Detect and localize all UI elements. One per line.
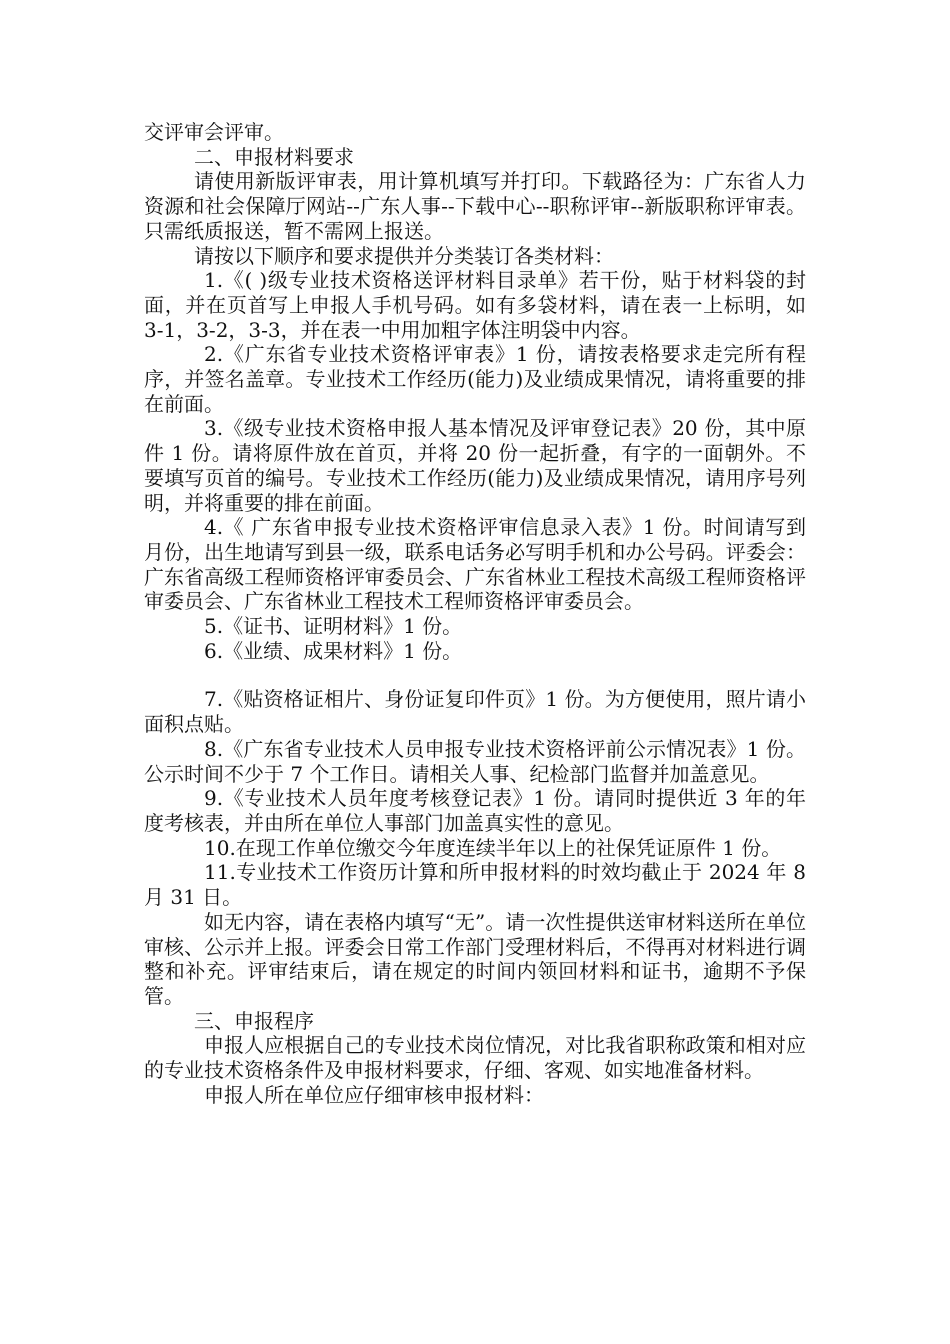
paragraph-order-intro: 请按以下顺序和要求提供并分类装订各类材料： (194, 243, 614, 268)
blank-line (144, 663, 806, 687)
list-item-8: 8.《广东省专业技术人员申报专业技术资格评前公示情况表》1 份。公示时间不少于 7 个工作日。请相关人事、纪检部门监督并加盖意见。 (144, 736, 806, 786)
paragraph-unit-review: 申报人所在单位应仔细审核申报材料： (204, 1082, 544, 1107)
list-item-9: 9.《专业技术人员年度考核登记表》1 份。请同时提供近 3 年的年度考核表，并由所在单位人事部门加盖真实性的意见。 (144, 786, 806, 835)
list-item-7: 7.《贴资格证相片、身份证复印件页》1 份。为方便使用，照片请小面积点贴。 (144, 687, 806, 737)
list-item-4: 4.《 广东省申报专业技术资格评审信息录入表》1 份。时间请写到月份，出生地请写到县一级，联系电话务必写明手机和办公号码。评委会：广东省高级工程师资格评审委员会、广东省林业工程技术高级工程师资格评审委员会、广东省林业工程技术工程师资格评审委员会。 (144, 515, 806, 614)
list-item-2: 2.《广东省专业技术资格评审表》1 份，请按表格要求走完所有程序，并签名盖章。专业技术工作经历(能力)及业绩成果情况，请将重要的排在前面。 (144, 342, 806, 416)
list-item-5: 5.《证书、证明材料》1 份。 (204, 614, 463, 639)
section-heading-procedure: 三、申报程序 (194, 1008, 314, 1033)
paragraph-form-instructions: 请使用新版评审表，用计算机填写并打印。下载路径为：广东省人力资源和社会保障厅网站--广东人事--下载中心--职称评审--新版职称评审表。只需纸质报送，暂不需网上报送。 (144, 169, 806, 243)
list-item-10: 10.在现工作单位缴交今年度连续半年以上的社保凭证原件 1 份。 (204, 835, 782, 860)
paragraph-applicant-preparation: 申报人应根据自己的专业技术岗位情况，对比我省职称政策和相对应的专业技术资格条件及申报材料要求，仔细、客观、如实地准备材料。 (144, 1033, 806, 1083)
document-page (144, 120, 806, 1107)
paragraph-continuation: 交评审会评审。 (144, 120, 284, 144)
paragraph-no-content-note: 如无内容，请在表格内填写“无”。请一次性提供送审材料送所在单位审核、公示并上报。评委会日常工作部门受理材料后，不得再对材料进行调整和补充。评审结束后，请在规定的时间内领回材料和证书，逾期不予保管。 (144, 909, 806, 1008)
section-heading-materials: 二、申报材料要求 (194, 144, 354, 169)
list-item-1: 1.《( )级专业技术资格送评材料目录单》若干份，贴于材料袋的封面，并在页首写上申报人手机号码。如有多袋材料，请在表一上标明，如 3-1，3-2，3-3，并在表一中用加粗字体注明袋中内容。 (144, 268, 806, 342)
list-item-3: 3.《级专业技术资格申报人基本情况及评审登记表》20 份，其中原件 1 份。请将原件放在首页，并将 20 份一起折叠，有字的一面朝外。不要填写页首的编号。专业技术工作经历(能力)及业绩成果情况，请用序号列明，并将重要的排在前面。 (144, 416, 806, 515)
list-item-11: 11.专业技术工作资历计算和所申报材料的时效均截止于 2024 年 8 月 31 日。 (144, 860, 806, 910)
list-item-6: 6.《业绩、成果材料》1 份。 (204, 638, 463, 663)
